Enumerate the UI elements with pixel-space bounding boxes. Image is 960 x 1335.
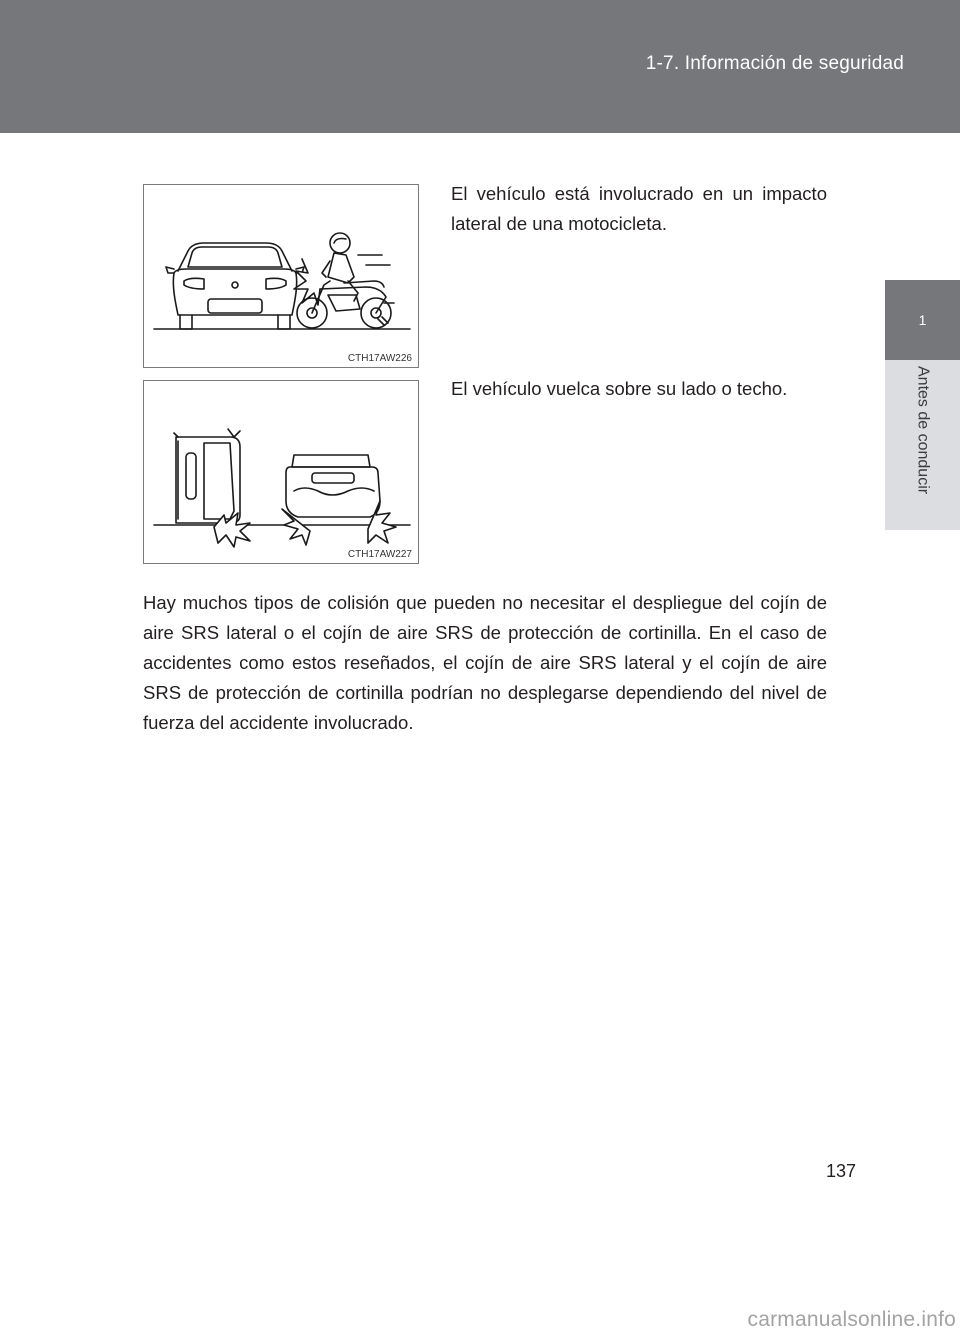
figure-code: CTH17AW227: [347, 549, 412, 560]
rollover-illustration: [144, 381, 420, 565]
body-paragraph: Hay muchos tipos de colisión que pueden no necesitar el despliegue del cojín de aire SRS lateral o el cojín de aire SRS de protección de cortinilla. En el caso de accidentes como estos reseñados, el cojín de aire SRS lateral y el cojín de aire SRS de protección de cortinilla podrían no desplegarse dependiendo del nivel de fuerza del accidente involucrado.: [143, 592, 827, 733]
motorcycle-impact-illustration: [144, 185, 420, 369]
chapter-label-tab: [885, 360, 960, 530]
chapter-label: Antes de conducir: [914, 366, 932, 495]
chapter-number-tab: 1: [885, 280, 960, 360]
figure-rollover: [143, 380, 419, 564]
figure-motorcycle-impact: [143, 184, 419, 368]
figure-caption: El vehículo vuelca sobre su lado o techo.: [451, 378, 788, 399]
page-header: [0, 0, 960, 133]
section-title: 1-7. Información de seguridad: [645, 53, 904, 74]
figure-caption: El vehículo está involucrado en un impacto lateral de una motocicleta.: [451, 183, 827, 234]
page-number: 137: [826, 1161, 857, 1181]
watermark: carmanualsonline.info: [747, 1308, 956, 1331]
figure-code: CTH17AW226: [347, 353, 412, 364]
